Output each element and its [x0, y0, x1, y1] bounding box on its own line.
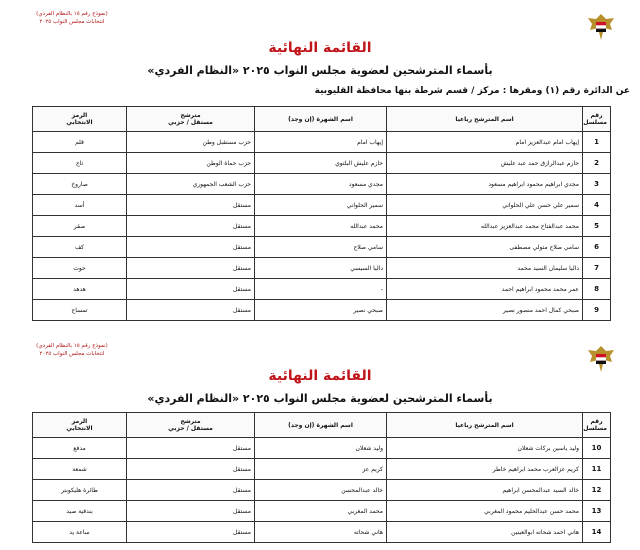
header-name: اسم المترشح رباعيا [387, 413, 583, 438]
cell-fame: كريم عز [255, 459, 387, 480]
cell-symbol: ساعة يد [33, 522, 127, 543]
cell-fame: هاني شحاته [255, 522, 387, 543]
table-row [33, 195, 611, 216]
page-title: القائمة النهائية [268, 368, 372, 384]
table-row [33, 153, 611, 174]
cell-name: سامي صلاح متولي مصطفى [387, 237, 583, 258]
cell-name: سمير علي حسن علي الحلواني [387, 195, 583, 216]
cell-party: مستقل [127, 195, 255, 216]
cell-serial: 8 [583, 279, 611, 300]
candidates-table [32, 106, 611, 321]
cell-symbol: تاج [33, 153, 127, 174]
table-row [33, 438, 611, 459]
cell-name: هاني احمد شحاته ابوالعينين [387, 522, 583, 543]
cell-serial: 10 [583, 438, 611, 459]
table-row [33, 459, 611, 480]
header-serial: رقم مسلسل [583, 107, 611, 132]
page-subtitle: بأسماء المترشحين لعضوية مجلس النواب ٢٠٢٥ «النظام الفردي» [147, 392, 493, 405]
header-fame: اسم الشهرة (إن وجد) [255, 413, 387, 438]
cell-fame: حازم عليش البلتوي [255, 153, 387, 174]
cell-serial: 1 [583, 132, 611, 153]
cell-name: عمر محمد محمود ابراهيم احمد [387, 279, 583, 300]
header-party: مترشح مستقل / حزبي [127, 413, 255, 438]
header-name: اسم المترشح رباعيا [387, 107, 583, 132]
cell-symbol: شمعة [33, 459, 127, 480]
cell-fame: محمد عبدالله [255, 216, 387, 237]
cell-fame: داليا السيسي [255, 258, 387, 279]
cell-serial: 2 [583, 153, 611, 174]
cell-serial: 9 [583, 300, 611, 321]
cell-fame: سمير الحلواني [255, 195, 387, 216]
cell-name: صبحي كمال احمد منصور نصير [387, 300, 583, 321]
cell-symbol: كف [33, 237, 127, 258]
cell-symbol: أسد [33, 195, 127, 216]
cell-name: خالد السيد عبدالمحسن ابراهيم [387, 480, 583, 501]
table-row [33, 522, 611, 543]
cell-party: حزب حماة الوطن [127, 153, 255, 174]
cell-fame: سامي صلاح [255, 237, 387, 258]
cell-name: إيهاب امام عبدالعزيز امام [387, 132, 583, 153]
eagle-emblem-icon [584, 10, 618, 44]
header-fame: اسم الشهرة (إن وجد) [255, 107, 387, 132]
cell-name: مجدي ابراهيم محمود ابراهيم مسعود [387, 174, 583, 195]
cell-fame: وليد شعلان [255, 438, 387, 459]
cell-name: داليا سليمان السيد محمد [387, 258, 583, 279]
table-row [33, 174, 611, 195]
form-stamp: (نموذج رقم ١٥ بالنظام الفردي) انتخابات مجلس النواب ٢٠٢٥ [36, 343, 108, 357]
cell-symbol: قلم [33, 132, 127, 153]
table-row [33, 501, 611, 522]
table-row [33, 258, 611, 279]
cell-party: مستقل [127, 216, 255, 237]
table-row [33, 216, 611, 237]
cell-symbol: حوت [33, 258, 127, 279]
cell-party: مستقل [127, 258, 255, 279]
cell-fame: صبحي نصير [255, 300, 387, 321]
cell-name: كريم عزالعرب محمد ابراهيم خاطر [387, 459, 583, 480]
page-title: القائمة النهائية [268, 40, 372, 56]
cell-party: مستقل [127, 438, 255, 459]
cell-serial: 3 [583, 174, 611, 195]
cell-serial: 4 [583, 195, 611, 216]
page-subtitle: بأسماء المترشحين لعضوية مجلس النواب ٢٠٢٥ «النظام الفردي» [147, 64, 493, 77]
cell-party: مستقل [127, 279, 255, 300]
table-row [33, 480, 611, 501]
cell-name: محمد حسن عبدالحليم محمود المغربي [387, 501, 583, 522]
cell-symbol: طائرة هليكوبتر [33, 480, 127, 501]
cell-party: مستقل [127, 480, 255, 501]
cell-fame: خالد عبدالمحسن [255, 480, 387, 501]
cell-symbol: صقر [33, 216, 127, 237]
table-row [33, 279, 611, 300]
cell-serial: 6 [583, 237, 611, 258]
cell-party: مستقل [127, 300, 255, 321]
table-header-row [33, 107, 611, 132]
cell-serial: 13 [583, 501, 611, 522]
candidate-list-sheet-2 [0, 338, 640, 550]
cell-party: مستقل [127, 522, 255, 543]
cell-party: حزب الشعب الجمهوري [127, 174, 255, 195]
cell-fame: محمد المغربي [255, 501, 387, 522]
cell-name: محمد عبدالفتاح محمد عبدالعزيز عبدالله [387, 216, 583, 237]
cell-symbol: هدهد [33, 279, 127, 300]
table-row [33, 300, 611, 321]
cell-symbol: صاروخ [33, 174, 127, 195]
cell-serial: 12 [583, 480, 611, 501]
cell-fame: - [255, 279, 387, 300]
cell-symbol: تمساح [33, 300, 127, 321]
cell-party: حزب مستقبل وطن [127, 132, 255, 153]
cell-party: مستقل [127, 237, 255, 258]
cell-symbol: مدفع [33, 438, 127, 459]
cell-fame: إيهاب امام [255, 132, 387, 153]
header-serial: رقم مسلسل [583, 413, 611, 438]
cell-name: وليد ياسين بركات شعلان [387, 438, 583, 459]
cell-party: مستقل [127, 501, 255, 522]
header-symbol: الرمز الانتخابي [33, 107, 127, 132]
table-header-row [33, 413, 611, 438]
cell-name: حازم عبدالرازق حمد عبد عليش [387, 153, 583, 174]
table-row [33, 237, 611, 258]
district-line: عن الدائرة رقم (١) ومقرها : مركز / قسم شرطة بنها محافظة القليوبية [314, 86, 630, 96]
cell-serial: 5 [583, 216, 611, 237]
cell-party: مستقل [127, 459, 255, 480]
candidates-table [32, 412, 611, 543]
cell-serial: 11 [583, 459, 611, 480]
table-row [33, 132, 611, 153]
cell-symbol: بندقية صيد [33, 501, 127, 522]
header-symbol: الرمز الانتخابي [33, 413, 127, 438]
cell-fame: مجدي مسعود [255, 174, 387, 195]
cell-serial: 7 [583, 258, 611, 279]
cell-serial: 14 [583, 522, 611, 543]
header-party: مترشح مستقل / حزبي [127, 107, 255, 132]
form-stamp: (نموذج رقم ١٥ بالنظام الفردي) انتخابات مجلس النواب ٢٠٢٥ [36, 11, 108, 25]
